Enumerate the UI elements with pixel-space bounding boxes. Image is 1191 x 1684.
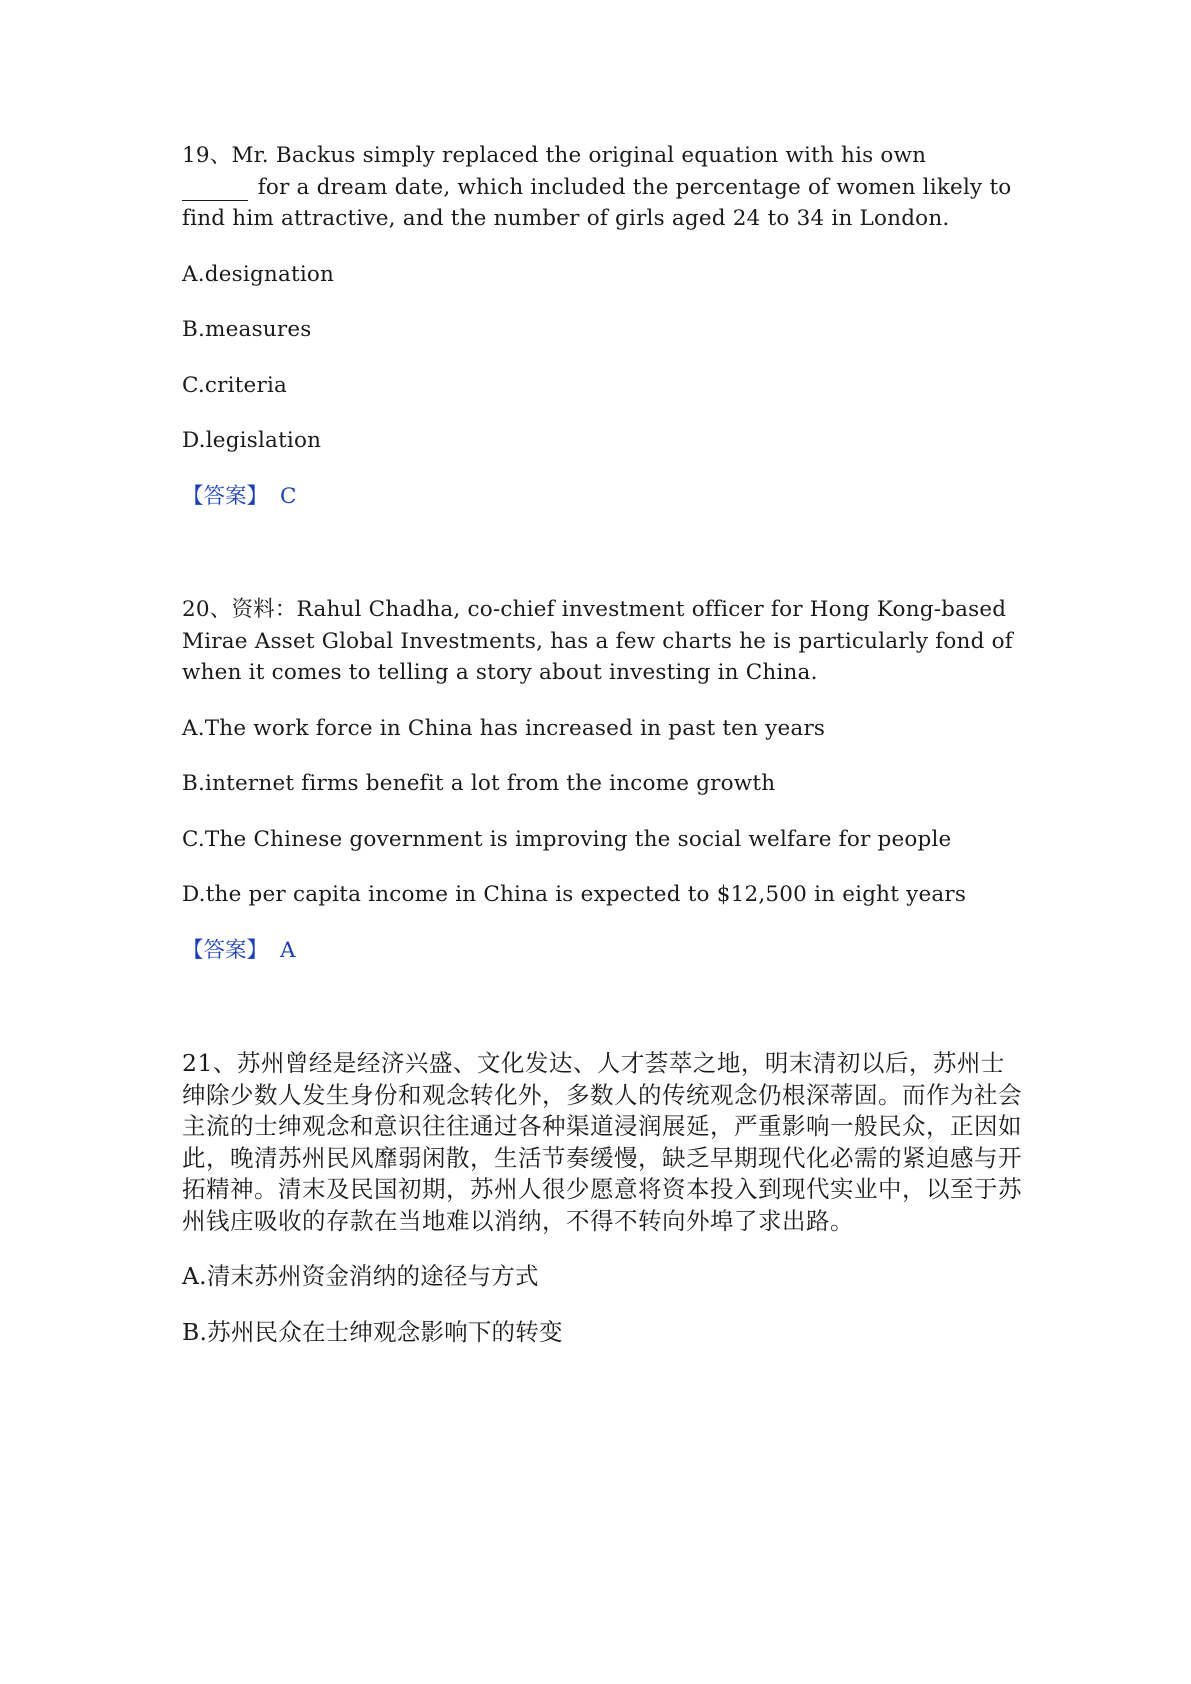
answer-label: 【答案】 bbox=[182, 937, 269, 963]
option-b: B.measures bbox=[182, 317, 312, 342]
question-stem bbox=[182, 140, 1022, 235]
stem-part-2: for a dream date, which included the percentage of women likely to find him attractive, and the number of girls aged 24 to 34 in London. bbox=[182, 174, 1012, 231]
option-c: C.criteria bbox=[182, 372, 288, 398]
option-d: D.the per capita income in China is expected to $12,500 in eight years bbox=[182, 882, 967, 907]
document-page bbox=[182, 140, 1022, 1348]
question-19 bbox=[182, 140, 1022, 512]
option-b: B.internet firms benefit a lot from the income growth bbox=[182, 771, 776, 796]
question-21 bbox=[182, 1048, 1022, 1348]
answer-value: C bbox=[280, 483, 297, 509]
question-stem: 21、苏州曾经是经济兴盛、文化发达、人才荟萃之地，明末清初以后，苏州士绅除少数人发生身份和观念转化外，多数人的传统观念仍根深蒂固。而作为社会主流的士绅观念和意识往往通过各种渠道浸润展延，严重影响一般民众，正因如此，晚清苏州民风靡弱闲散，生活节奏缓慢，缺乏早期现代化必需的紧迫感与开拓精神。清末及民国初期，苏州人很少愿意将资本投入到现代实业中，以至于苏州钱庄吸收的存款在当地难以消纳，不得不转向外埠了求出路。 bbox=[182, 1049, 1022, 1235]
fill-blank bbox=[182, 175, 248, 201]
option-b: B.苏州民众在士绅观念影响下的转变 bbox=[182, 1317, 563, 1346]
stem-part-1: 19、Mr. Backus simply replaced the original equation with his own bbox=[182, 143, 927, 168]
option-a: A.清末苏州资金消纳的途径与方式 bbox=[182, 1262, 539, 1290]
answer-value: A bbox=[280, 937, 296, 963]
option-a: A.designation bbox=[182, 261, 335, 287]
question-stem: 20、资料：Rahul Chadha, co-chief investment officer for Hong Kong-based Mirae Asset Global Investments, has a few charts he is particularly fond of when it comes to telling a story about investing in China. bbox=[182, 597, 1013, 685]
answer-label: 【答案】 bbox=[182, 483, 269, 509]
option-c: C.The Chinese government is improving the social welfare for people bbox=[182, 826, 952, 852]
answer-line bbox=[182, 935, 1022, 967]
option-a: A.The work force in China has increased in past ten years bbox=[182, 715, 826, 741]
option-d: D.legislation bbox=[182, 428, 322, 453]
question-20 bbox=[182, 594, 1022, 966]
answer-line bbox=[182, 481, 1022, 513]
